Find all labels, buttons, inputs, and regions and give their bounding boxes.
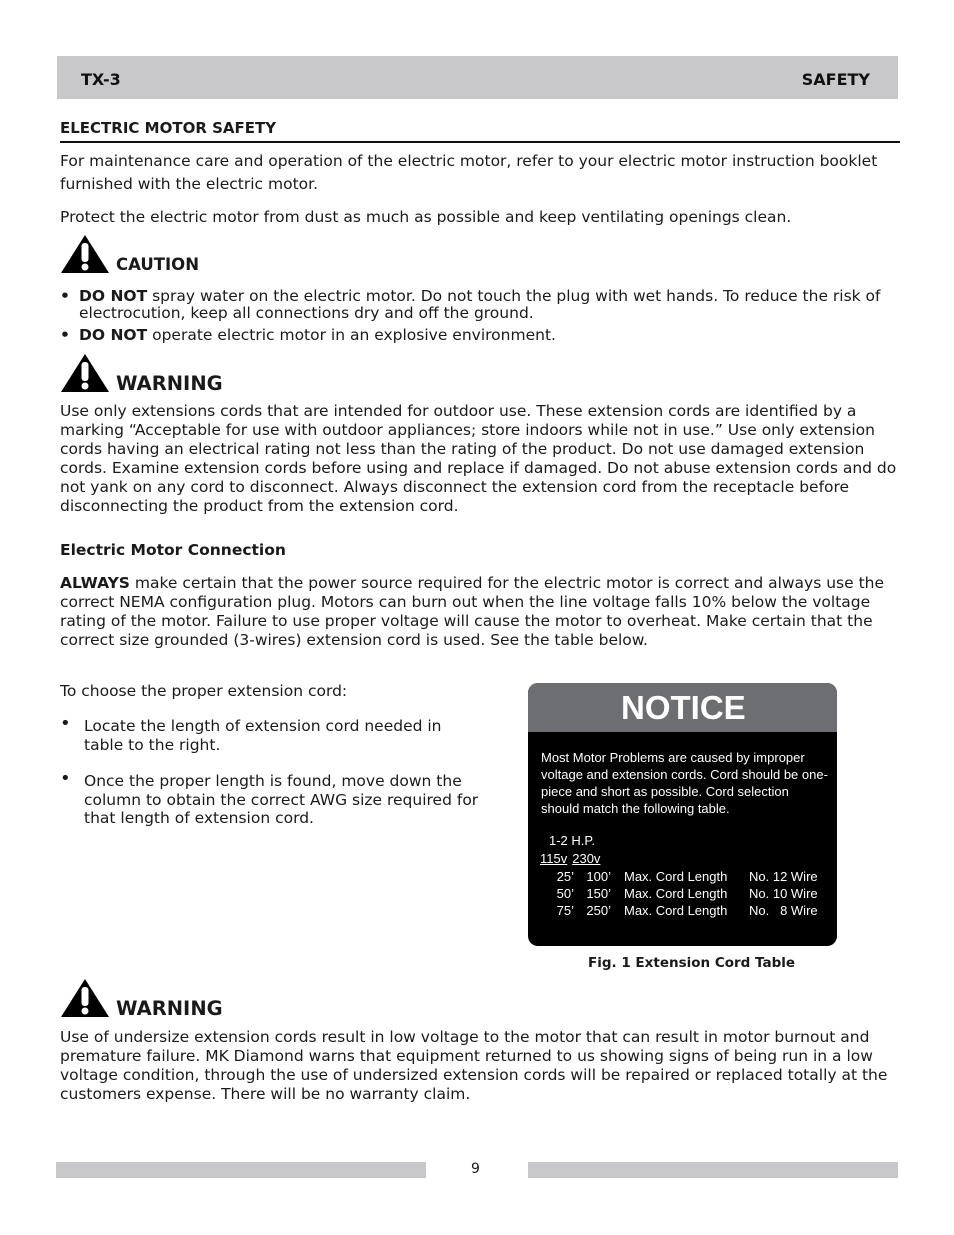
caution-heading: [60, 234, 199, 274]
notice-text: Most Motor Problems are caused by improper voltage and extension cords. Cord should be one-piece and short as possible. Cord selection should match the following table.: [541, 750, 828, 816]
wire-size-cell: No. 8 Wire: [749, 903, 818, 918]
connection-paragraph: [60, 574, 903, 650]
cord-table: [541, 832, 829, 919]
length-label-cell: Max. Cord Length: [624, 886, 728, 901]
caution-item: [60, 288, 903, 322]
warning-label: WARNING: [116, 997, 223, 1020]
caution-item-strong: DO NOT: [79, 326, 148, 344]
choose-list: [60, 717, 480, 846]
warning-triangle-icon: [60, 234, 110, 274]
choose-intro: To choose the proper extension cord:: [60, 682, 348, 700]
notice-heading: NOTICE: [528, 683, 837, 732]
length-230-cell: 150’: [586, 886, 611, 901]
wire-size-cell: No. 10 Wire: [749, 886, 818, 901]
model-name: TX-3: [81, 70, 121, 89]
warning-heading: [60, 353, 223, 393]
warning-label: WARNING: [116, 372, 223, 395]
caution-item-text: spray water on the electric motor. Do not touch the plug with wet hands. To reduce the risk of electrocution, keep all connections dry and off the ground.: [79, 287, 881, 322]
connection-text: make certain that the power source required for the electric motor is correct and always use the correct NEMA configuration plug. Motors can burn out when the line voltage falls 10% below the voltage rating of the motor. Failure to use proper voltage will cause the motor to overheat. Make certain that the correct size grounded (3-wires) extension cord is used. See the table below.: [60, 574, 885, 649]
caution-item-text: operate electric motor in an explosive environment.: [147, 326, 556, 344]
caution-item: [60, 327, 903, 344]
connection-subheading: Electric Motor Connection: [60, 541, 286, 559]
wire-size-cell: No. 12 Wire: [749, 869, 818, 884]
connection-strong: ALWAYS: [60, 574, 130, 592]
length-label-cell: Max. Cord Length: [624, 869, 728, 884]
table-row: [541, 885, 829, 902]
notice-box: [528, 683, 837, 946]
undersize-cord-warning-text: Use of undersize extension cords result in low voltage to the motor that can result in motor burnout and premature failure. MK Diamond warns that equipment returned to us showing signs of being run in a low voltage condition, through the use of undersized extension cords will be repaired or replaced totally at the customers expense. There will be no warranty claim.: [60, 1028, 888, 1103]
caution-item-strong: DO NOT: [79, 287, 148, 305]
length-230-cell: 250’: [586, 903, 611, 918]
section-name: SAFETY: [801, 70, 870, 89]
warning-heading: [60, 978, 223, 1018]
horsepower-label: 1-2 H.P.: [549, 833, 596, 848]
figure-caption: Fig. 1 Extension Cord Table: [588, 955, 796, 971]
extension-cord-warning-text: Use only extensions cords that are intended for outdoor use. These extension cords are identified by a marking “Acceptable for use with outdoor appliances; store indoors while not in use.” Use only extension cords having an electrical rating not less than the rating of the product. Do not use damaged extension cords. Examine extension cords before using and replace if damaged. Do not abuse extension cords and do not yank on any cord to disconnect. Always disconnect the extension cord from the receptacle before disconnecting the product from the extension cord.: [60, 402, 897, 515]
choose-item: • Once the proper length is found, move down the column to obtain the correct AWG size required for that length of extension cord.: [60, 772, 480, 828]
length-230-cell: 100’: [586, 869, 611, 884]
caution-label: CAUTION: [116, 255, 199, 274]
footer-bar-left: [56, 1162, 426, 1178]
length-115-cell: 50’: [556, 886, 574, 901]
choose-item: • Locate the length of extension cord needed in table to the right.: [60, 717, 480, 754]
warning-triangle-icon: [60, 353, 110, 393]
section-title: ELECTRIC MOTOR SAFETY: [60, 119, 900, 143]
header-bar: [57, 56, 898, 99]
voltage-115-header: 115v: [540, 851, 568, 866]
length-115-cell: 75’: [556, 903, 574, 918]
notice-body: [528, 732, 837, 919]
page-number: 9: [471, 1161, 480, 1177]
voltage-header-row: [540, 849, 829, 868]
table-row: [541, 868, 829, 885]
length-115-cell: 25’: [556, 869, 574, 884]
footer-bar-right: [528, 1162, 898, 1178]
caution-list: [60, 288, 903, 349]
voltage-230-header: 230v: [572, 851, 601, 866]
motor-care-paragraph: For maintenance care and operation of the electric motor, refer to your electric motor instruction booklet furnished with the electric motor.: [60, 152, 878, 193]
length-label-cell: Max. Cord Length: [624, 903, 728, 918]
dust-paragraph: Protect the electric motor from dust as much as possible and keep ventilating openings clean.: [60, 208, 792, 226]
table-row: [541, 902, 829, 919]
warning-triangle-icon: [60, 978, 110, 1018]
